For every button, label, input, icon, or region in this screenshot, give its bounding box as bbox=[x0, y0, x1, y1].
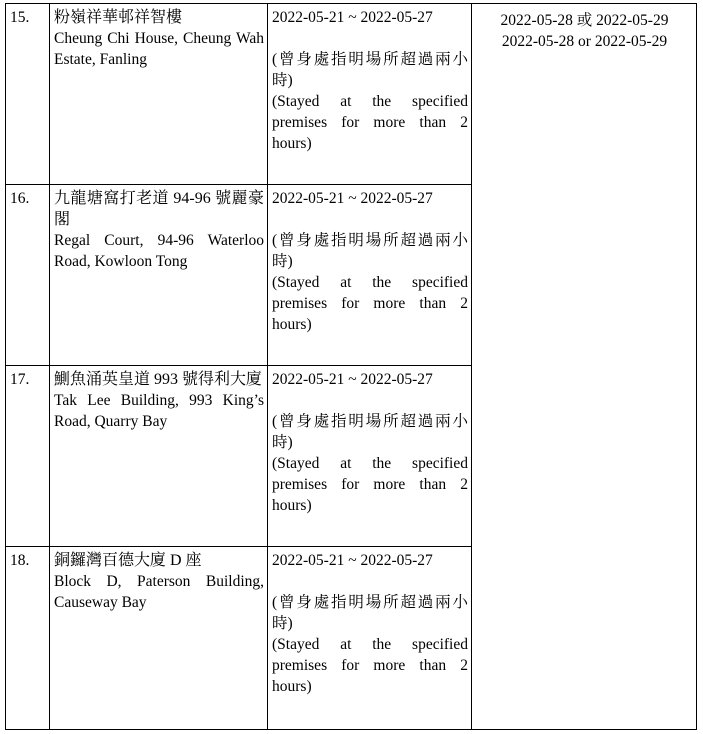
note-zh: (曾身處指明場所超過兩小時) bbox=[272, 594, 468, 632]
period-cell bbox=[268, 366, 472, 547]
report-date-cell bbox=[472, 4, 697, 730]
table-row bbox=[6, 4, 697, 185]
note-en: (Stayed at the specified premises for more than 2 hours) bbox=[272, 274, 468, 333]
period-range: 2022-05-21 ~ 2022-05-27 bbox=[272, 190, 433, 207]
period-cell bbox=[268, 185, 472, 366]
premises-cell bbox=[50, 366, 268, 547]
period-range: 2022-05-21 ~ 2022-05-27 bbox=[272, 371, 433, 388]
note-en: (Stayed at the specified premises for more than 2 hours) bbox=[272, 455, 468, 514]
note-en: (Stayed at the specified premises for more than 2 hours) bbox=[272, 636, 468, 695]
premises-name-zh: 銅鑼灣百德大廈 D 座 bbox=[54, 552, 202, 569]
row-number: 15. bbox=[6, 4, 50, 185]
premises-name-zh: 鰂魚涌英皇道 993 號得利大廈 bbox=[54, 371, 263, 388]
premises-name-en: Cheung Chi House, Cheung Wah Estate, Fanling bbox=[54, 30, 264, 68]
premises-name-en: Block D, Paterson Building, Causeway Bay bbox=[54, 573, 264, 611]
premises-cell bbox=[50, 4, 268, 185]
period-range: 2022-05-21 ~ 2022-05-27 bbox=[272, 9, 433, 26]
row-number: 16. bbox=[6, 185, 50, 366]
period-cell bbox=[268, 4, 472, 185]
report-date-zh: 2022-05-28 或 2022-05-29 bbox=[500, 12, 669, 29]
premises-table bbox=[5, 3, 697, 730]
premises-name-en: Regal Court, 94-96 Waterloo Road, Kowloon Tong bbox=[54, 232, 264, 270]
note-zh: (曾身處指明場所超過兩小時) bbox=[272, 51, 468, 89]
premises-name-zh: 粉嶺祥華邨祥智樓 bbox=[54, 9, 183, 26]
premises-name-zh: 九龍塘窩打老道 94-96 號麗豪閣 bbox=[54, 190, 264, 228]
note-en: (Stayed at the specified premises for more than 2 hours) bbox=[272, 93, 468, 152]
note-zh: (曾身處指明場所超過兩小時) bbox=[272, 413, 468, 451]
note-zh: (曾身處指明場所超過兩小時) bbox=[272, 232, 468, 270]
period-range: 2022-05-21 ~ 2022-05-27 bbox=[272, 552, 433, 569]
premises-cell bbox=[50, 547, 268, 730]
report-date-en: 2022-05-28 or 2022-05-29 bbox=[501, 33, 668, 50]
premises-name-en: Tak Lee Building, 993 King’s Road, Quarry Bay bbox=[54, 392, 264, 430]
row-number: 18. bbox=[6, 547, 50, 730]
premises-cell bbox=[50, 185, 268, 366]
row-number: 17. bbox=[6, 366, 50, 547]
period-cell bbox=[268, 547, 472, 730]
